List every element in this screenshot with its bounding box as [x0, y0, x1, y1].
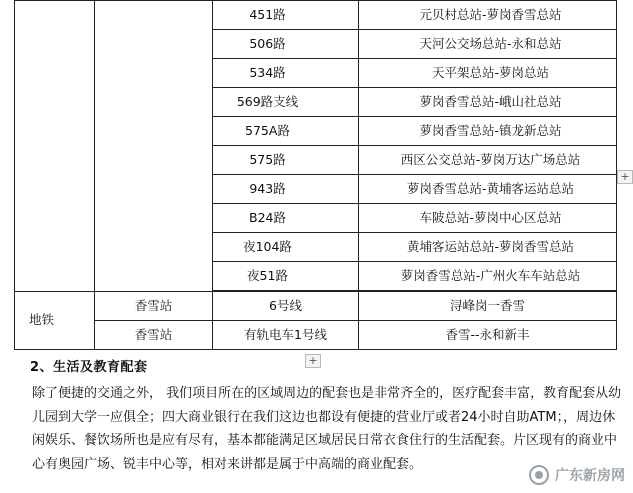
bus-route-line-cell: 天平架总站-萝岗总站: [359, 59, 617, 88]
bus-route-line-cell: 萝岗香雪总站-广州火车车站总站: [359, 262, 617, 292]
section-heading: 2、生活及教育配套: [30, 360, 148, 375]
metro-category-cell: 地铁: [15, 291, 95, 350]
bus-route-line-cell: 天河公交场总站-永和总站: [359, 30, 617, 59]
add-column-button[interactable]: +: [617, 170, 633, 184]
body-paragraph: 除了便捷的交通之外， 我们项目所在的区域周边的配套也是非常齐全的，医疗配套丰富，教育配套从幼儿园到大学一应俱全；四大商业银行在我们这边也都设有便捷的营业厅或者24小时自助ATM；，周边休闲娱乐、餐饮场所也是应有尽有，基本都能满足区域居民日常衣食住行的生活配套。片区现有的商业中心有奥园广场、锐丰中心等，相对来讲都是属于中高端的商业配套。: [32, 386, 622, 472]
bus-route-number-cell: B24路: [213, 204, 359, 233]
bus-route-line-cell: 西区公交总站-萝岗万达广场总站: [359, 146, 617, 175]
bus-station-cell: [95, 1, 213, 292]
bus-route-number-cell: 夜51路: [213, 262, 359, 292]
bus-route-line-cell: 萝岗香雪总站-镇龙新总站: [359, 117, 617, 146]
bus-routes-section: [15, 1, 617, 292]
metro-route-cell: 浔峰岗一香雪: [359, 291, 617, 321]
transport-table: [14, 0, 617, 350]
bus-route-number-cell: 569路支线: [213, 88, 359, 117]
bus-route-number-cell: 575路: [213, 146, 359, 175]
watermark-logo-icon: [529, 465, 549, 485]
bus-route-line-cell: 元贝村总站-萝岗香雪总站: [359, 1, 617, 30]
bus-route-number-cell: 534路: [213, 59, 359, 88]
metro-section: [15, 291, 617, 350]
bus-route-number-cell: 943路: [213, 175, 359, 204]
bus-route-line-cell: 黄埔客运站总站-萝岗香雪总站: [359, 233, 617, 262]
metro-station-cell: 香雪站: [95, 291, 213, 321]
bus-route-number-cell: 506路: [213, 30, 359, 59]
metro-station-cell: 香雪站: [95, 321, 213, 350]
bus-route-line-cell: 车陂总站-萝岗中心区总站: [359, 204, 617, 233]
table-row: [15, 1, 617, 30]
metro-line-cell: 有轨电车1号线: [213, 321, 359, 350]
metro-line-cell: 6号线: [213, 291, 359, 321]
bus-route-line-cell: 萝岗香雪总站-黄埔客运站总站: [359, 175, 617, 204]
watermark: [529, 465, 625, 485]
bus-route-number-cell: 451路: [213, 1, 359, 30]
bus-route-number-cell: 575A路: [213, 117, 359, 146]
table-row: [15, 321, 617, 350]
watermark-text: 广东新房网: [555, 468, 625, 484]
bus-route-number-cell: 夜104路: [213, 233, 359, 262]
table-row: [15, 291, 617, 321]
metro-route-cell: 香雪--永和新丰: [359, 321, 617, 350]
bus-category-cell: [15, 1, 95, 292]
bus-route-line-cell: 萝岗香雪总站-峨山社总站: [359, 88, 617, 117]
add-row-button[interactable]: +: [305, 354, 321, 368]
